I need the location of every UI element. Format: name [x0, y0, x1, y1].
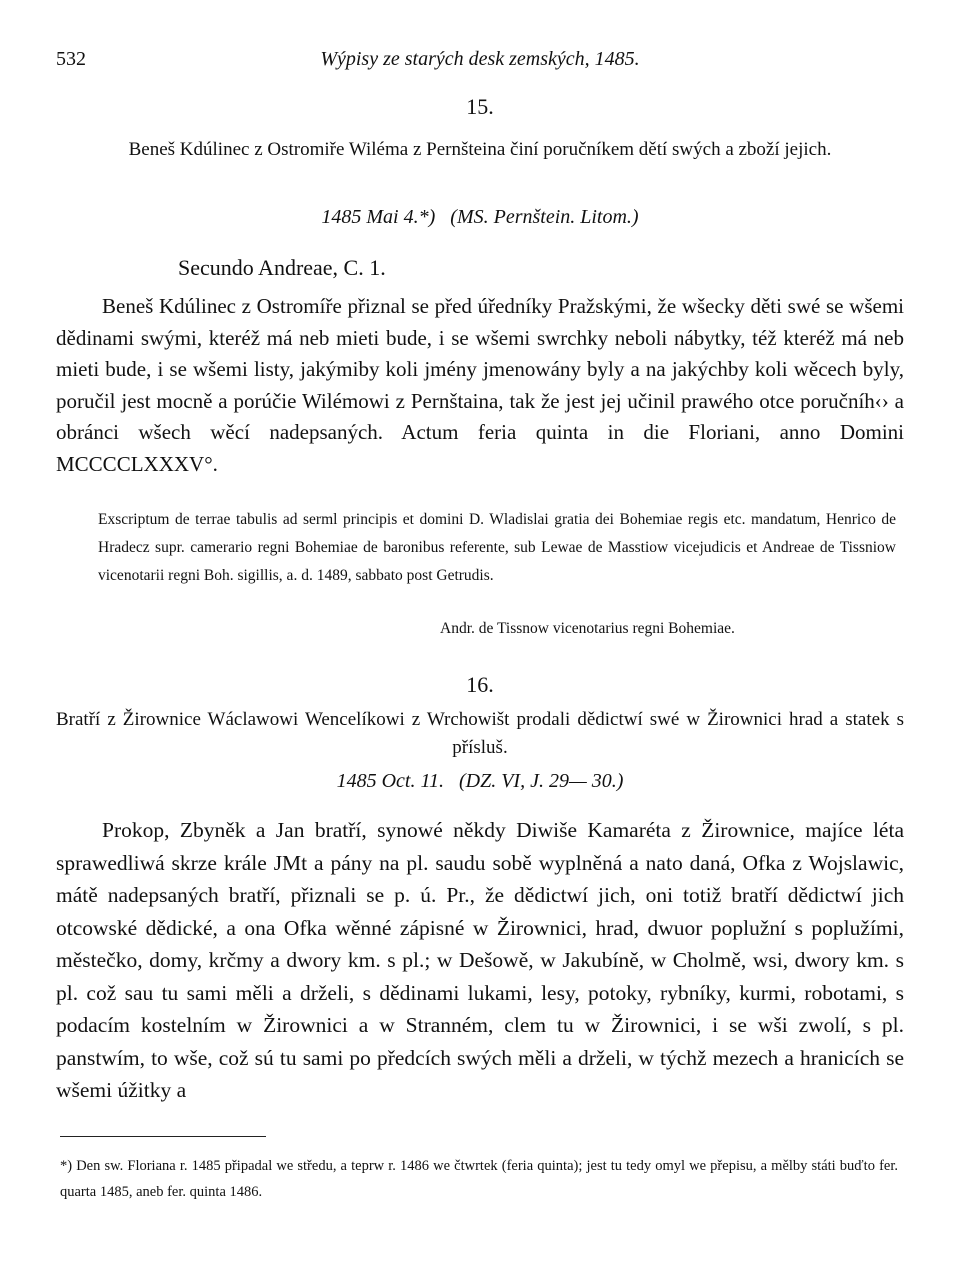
- document-15-date: 1485 Mai 4.*): [321, 206, 436, 228]
- document-16-heading: Bratří z Žirownice Wáclawowi Wencelíkowi z Wrchowišt prodali dědictwí swé w Žirownici hrad a statek s přísluš.: [56, 709, 904, 758]
- footnote: *) Den sw. Floriana r. 1485 připadal we středu, a teprw r. 1486 we čtwrtek (feria quinta); jest tu tedy omyl we přepisu, a mělby státi buďto fer. quarta 1485, aneb fer. quinta 1486.: [60, 1158, 898, 1200]
- footnote-rule: [60, 1136, 266, 1137]
- running-title: Wýpisy ze starých desk zemských, 1485.: [320, 48, 640, 70]
- page-number: 532: [56, 48, 86, 70]
- document-15-source: (MS. Pernštein. Litom.): [450, 206, 639, 228]
- document-15-heading: Beneš Kdúlinec z Ostromiře Wiléma z Pernšteina činí poručníkem dětí swých a zboží jejich.: [128, 139, 832, 160]
- running-head: [56, 48, 904, 76]
- document-15-body: Beneš Kdúlinec z Ostromíře přiznal se před úředníky Pražskými, že wšecky děti swé se wšemi dědinami swými, kteréž má neb mieti bude, i se wšemi swrchky neboli nábytky, též kteréž má neb mieti bude, i se wšemi listy, jakýmiby koli jmény jmenowány byly a na jakýchby koli wěcech byly, poručil jest mocně a porúčie Wilémowi z Pernštaina, tak že jest jej učinil prawého otce poručníh‹› a obránci wšech wěcí nadepsaných. Actum feria quinta in die Floriani, anno Domini MCCCCLXXXV°.: [56, 294, 904, 476]
- document-15-date-line: [0, 206, 960, 229]
- document-16-source: (DZ. VI, J. 29— 30.): [458, 770, 624, 792]
- document-15-signature: Andr. de Tissnow vicenotarius regni Bohemiae.: [440, 620, 735, 637]
- document-15-reference: Secundo Andreae, C. 1.: [178, 255, 386, 280]
- document-16-date-line: [0, 770, 960, 793]
- document-15-number: 15.: [466, 94, 494, 119]
- document-16-date: 1485 Oct. 11.: [336, 770, 444, 792]
- document-16-body: Prokop, Zbyněk a Jan bratří, synowé někdy Diwiše Kamaréta z Žirownice, majíce léta sprawedliwá skrze krále JMt a pány na pl. saudu sobě wyplněná a nato daná, Ofka z Wojslawic, mátě nadepsaných bratří, přiznali se p. ú. Pr., že dědictwí jich, oni totiž bratří dědictwí jich otcowské dědické, a ona Ofka wěnné zápisné w Žirownici, hrad, dwuor poplužní s poplužími, městečko, domy, krčmy a dwory km. s pl.; w Dešowě, w Jakubíně, w Cholmě, wsi, dwory km. s pl. což sau tu sami měli a drželi, s dědinami lukami, lesy, potoky, rybníky, kurmi, robotami, s podacím kostelním w Žirownici a w Stranném, clem tu w Žirownici, i se wši zwolí, s pl. panstwím, to wše, což sú tu sami po předcích swých měli a drželi, w týchž mezech a hranicích se wšemi úžitky a: [56, 818, 904, 1102]
- document-16-number: 16.: [466, 672, 494, 697]
- document-15-copy-note: Exscriptum de terrae tabulis ad serml principis et domini D. Wladislai gratia dei Bohemiae regis etc. mandatum, Henrico de Hradecz supr. camerario regni Bohemiae de baronibus referente, sub Lewae de Masstiow vicejudicis et Andreae de Tissniow vicenotarii regni Boh. sigillis, a. d. 1489, sabbato post Getrudis.: [98, 511, 896, 584]
